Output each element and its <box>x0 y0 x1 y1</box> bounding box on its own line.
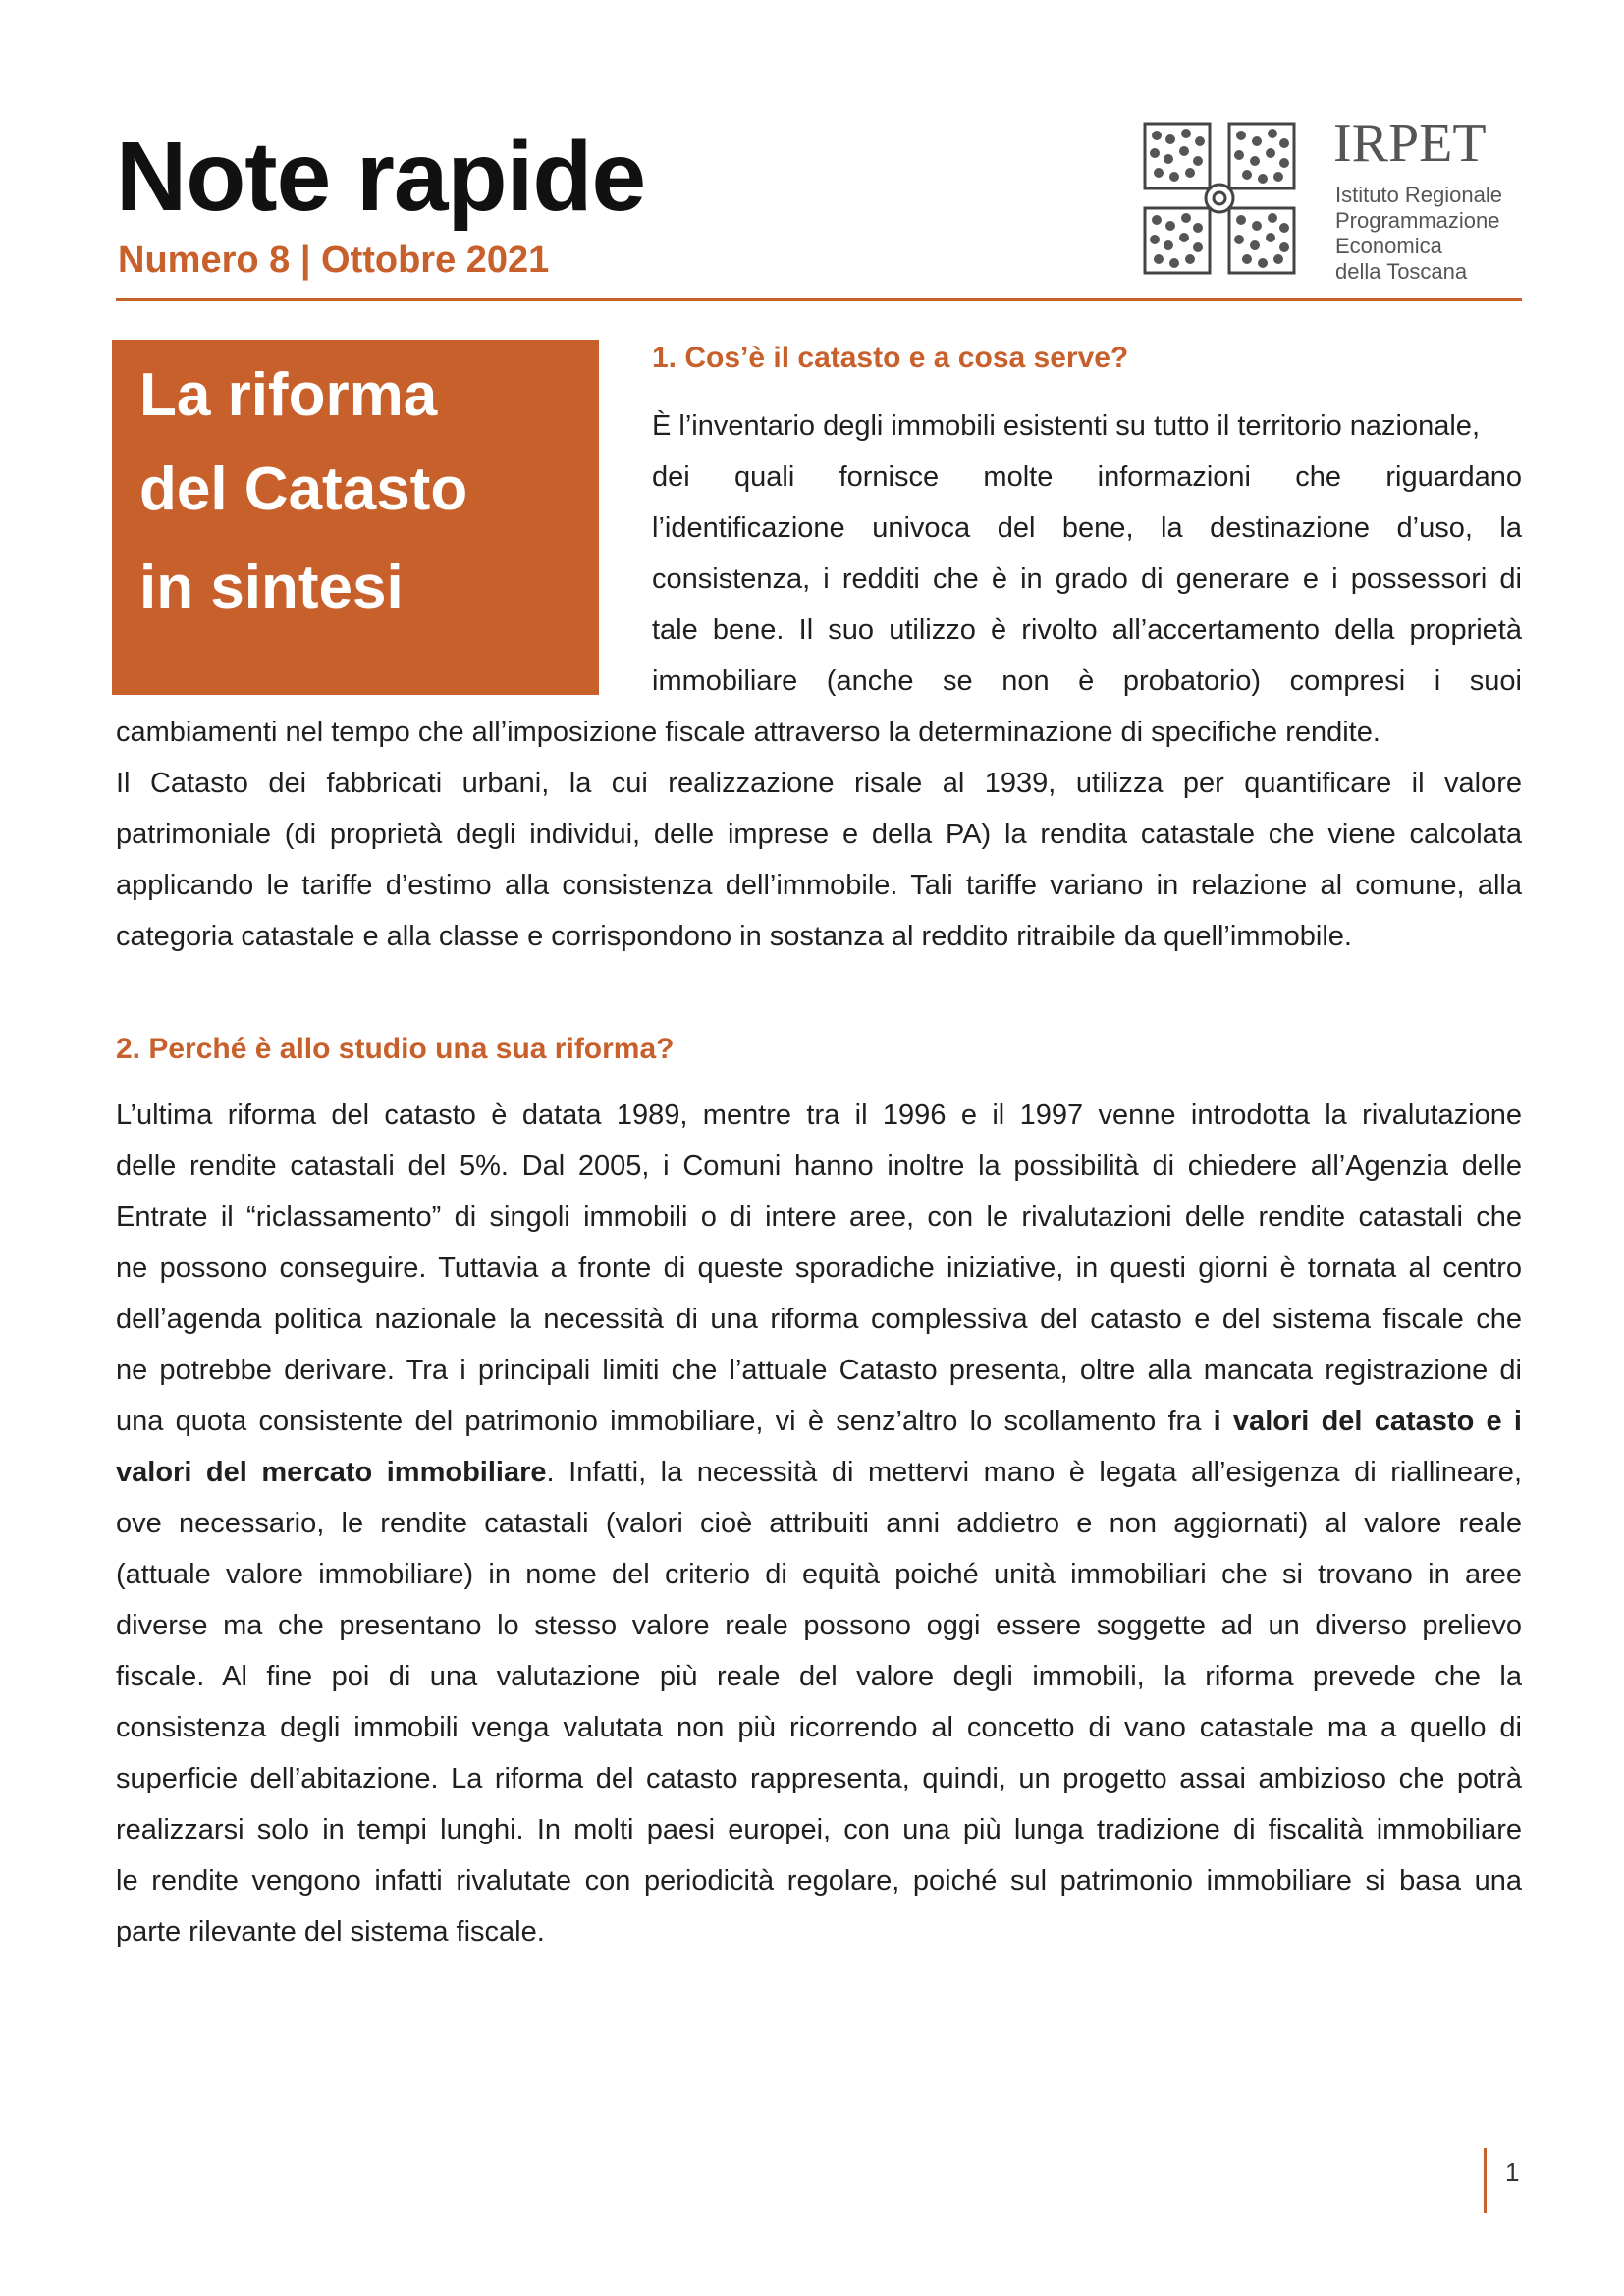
logo-line: Economica <box>1335 234 1442 258</box>
body-text-line: consistenza, i redditi che è in grado di generare e i possessori di <box>652 563 1522 595</box>
body-text-line: le rendite vengono infatti rivalutate con periodicità regolare, poiché sul patrimonio immobiliare si basa una <box>116 1865 1522 1896</box>
bold-emphasis: i valori del catasto e i <box>1213 1406 1522 1437</box>
body-text-line: dell’agenda politica nazionale la necessità di una riforma complessiva del catasto e del sistema fiscale che <box>116 1304 1522 1335</box>
body-text-line: (attuale valore immobiliare) in nome del criterio di equità poiché unità immobiliari che si trovano in aree <box>116 1559 1522 1590</box>
footer-accent-bar <box>1484 2148 1487 2213</box>
body-text-line: consistenza degli immobili venga valutata non più ricorrendo al concetto di vano catastale ma a quello di <box>116 1712 1522 1743</box>
title-line: in sintesi <box>139 554 404 621</box>
body-text-line: immobiliare (anche se non è probatorio) compresi i suoi <box>652 666 1522 697</box>
body-text-line: L’ultima riforma del catasto è datata 1989, mentre tra il 1996 e il 1997 venne introdotta la rivalutazione <box>116 1099 1522 1131</box>
body-text-line: Il Catasto dei fabbricati urbani, la cui realizzazione risale al 1939, utilizza per quantificare il valore <box>116 768 1522 799</box>
body-text-line: ove necessario, le rendite catastali (valori cioè attribuiti anni addietro e non aggiornati) al valore reale <box>116 1508 1522 1539</box>
title-line: La riforma <box>139 361 438 429</box>
body-text-line: Entrate il “riclassamento” di singoli immobili o di intere aree, con le rivalutazioni delle rendite catastali che <box>116 1201 1522 1233</box>
page-number: 1 <box>1505 2158 1520 2187</box>
body-text-line: realizzarsi solo in tempi lunghi. In molti paesi europei, con una più lunga tradizione di fiscalità immobiliare <box>116 1814 1522 1845</box>
section-heading: 2. Perché è allo studio una sua riforma? <box>116 1033 675 1065</box>
bold-emphasis: valori del mercato immobiliare <box>116 1457 547 1488</box>
header-divider <box>116 298 1522 301</box>
title-line: del Catasto <box>139 455 468 523</box>
irpet-logo <box>1141 113 1534 284</box>
body-text-line: dei quali fornisce molte informazioni che riguardano <box>652 461 1522 493</box>
body-text-segment: una quota consistente del patrimonio immobiliare, vi è senz’altro lo scollamento fra <box>116 1406 1214 1437</box>
section-heading: 1. Cos’è il catasto e a cosa serve? <box>652 342 1129 374</box>
body-text-line: diverse ma che presentano lo stesso valore reale possono oggi essere soggette ad un diverso prelievo <box>116 1610 1522 1641</box>
body-text-line: tale bene. Il suo utilizzo è rivolto all’accertamento della proprietà <box>652 614 1522 646</box>
body-text-line: cambiamenti nel tempo che all’imposizione fiscale attraverso la determinazione di specifiche rendite. <box>116 717 1380 748</box>
body-text-line: ne possono conseguire. Tuttavia a fronte di queste sporadiche iniziative, in questi giorni è tornata al centro <box>116 1253 1522 1284</box>
body-text-line: fiscale. Al fine poi di una valutazione più reale del valore degli immobili, la riforma prevede che la <box>116 1661 1522 1692</box>
body-text-line: applicando le tariffe d’estimo alla consistenza dell’immobile. Tali tariffe variano in relazione al comune, alla <box>116 870 1522 901</box>
body-text-line: patrimoniale (di proprietà degli individui, delle imprese e della PA) la rendita catastale che viene calcolata <box>116 819 1522 850</box>
logo-line: Istituto Regionale <box>1335 183 1502 207</box>
body-text-segment: . Infatti, la necessità di mettervi mano è legata all’esigenza di riallineare, <box>546 1457 1522 1488</box>
body-text-line: parte rilevante del sistema fiscale. <box>116 1916 545 1948</box>
masthead-issue: Numero 8 | Ottobre 2021 <box>118 240 550 281</box>
logo-line: Programmazione <box>1335 208 1500 233</box>
body-text-line: È l’inventario degli immobili esistenti su tutto il territorio nazionale, <box>652 410 1480 442</box>
body-text-line: l’identificazione univoca del bene, la destinazione d’uso, la <box>652 512 1522 544</box>
body-text-line: categoria catastale e alla classe e corrispondono in sostanza al reddito ritraibile da quell’immobile. <box>116 921 1352 952</box>
logo-name: IRPET <box>1333 113 1487 174</box>
masthead-title: Note rapide <box>116 122 646 232</box>
title-box <box>112 340 599 695</box>
body-text-line: ne potrebbe derivare. Tra i principali limiti che l’attuale Catasto presenta, oltre alla mancata registrazione di <box>116 1355 1522 1386</box>
body-text-line: delle rendite catastali del 5%. Dal 2005, i Comuni hanno inoltre la possibilità di chiedere all’Agenzia delle <box>116 1150 1522 1182</box>
body-text-line: superficie dell’abitazione. La riforma del catasto rappresenta, quindi, un progetto assai ambizioso che potrà <box>116 1763 1522 1794</box>
body-text-line <box>116 1408 1522 1436</box>
logo-line: della Toscana <box>1335 259 1468 284</box>
body-text-line <box>116 1459 1522 1487</box>
irpet-logo-mark-icon <box>1141 120 1298 277</box>
